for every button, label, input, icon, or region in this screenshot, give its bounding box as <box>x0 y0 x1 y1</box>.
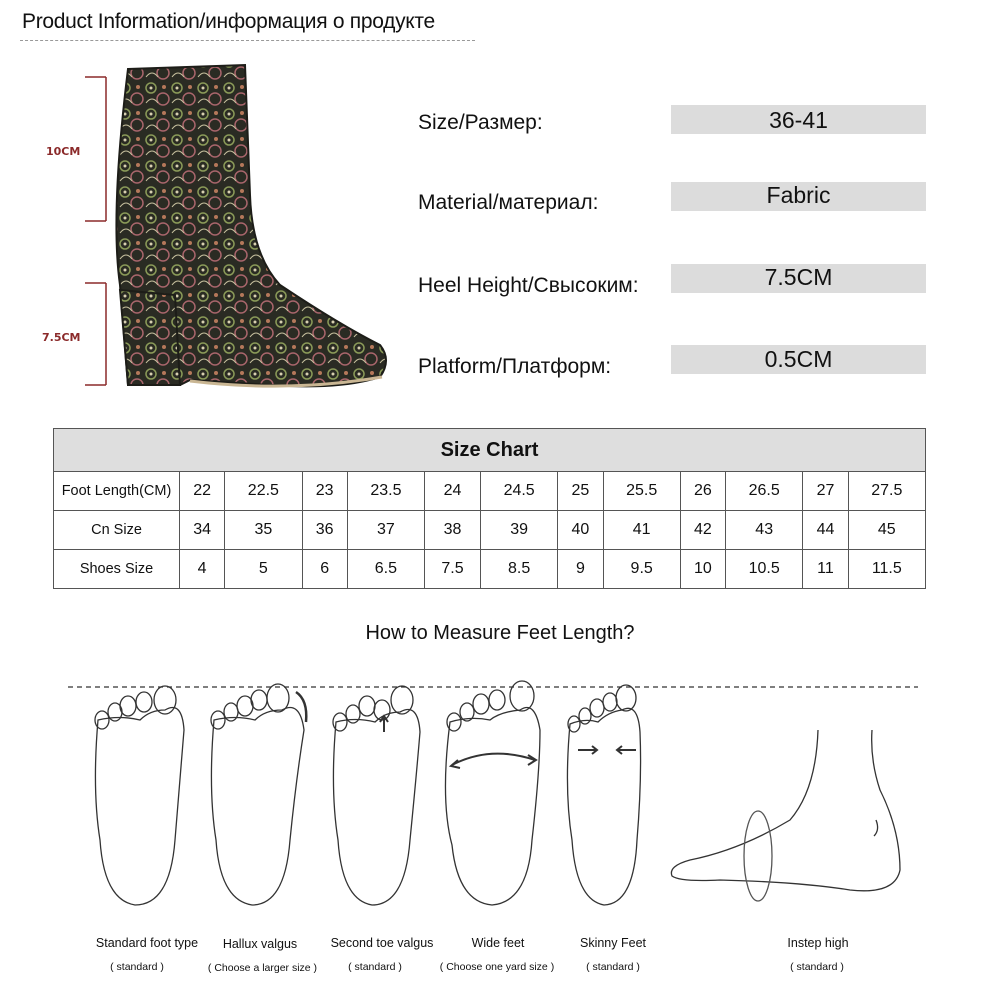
table-cell: 9.5 <box>603 550 680 589</box>
table-cell: 7.5 <box>425 550 481 589</box>
table-cell: 11 <box>803 550 848 589</box>
table-row-foot-length <box>54 472 926 511</box>
spec-value-platform: 0.5CM <box>764 346 833 372</box>
header-divider <box>20 40 475 41</box>
table-cell: 23.5 <box>347 472 424 511</box>
spec-label-material: Material/материал: <box>418 191 599 214</box>
boot-image <box>40 55 420 410</box>
table-cell: 6 <box>302 550 347 589</box>
foot-note-wide: ( Choose one yard size ) <box>439 961 555 973</box>
table-cell: 42 <box>680 511 725 550</box>
table-cell: 8.5 <box>480 550 557 589</box>
spec-label-platform: Platform/Платформ: <box>418 355 612 378</box>
table-cell: 4 <box>180 550 225 589</box>
shaft-bracket <box>85 77 106 221</box>
spec-label-size: Size/Размер: <box>418 111 543 134</box>
foot-note-instep: ( standard ) <box>790 961 844 973</box>
table-cell: 5 <box>225 550 302 589</box>
table-cell: 11.5 <box>848 550 925 589</box>
feet-illustrations <box>0 670 1000 920</box>
table-cell: 10 <box>680 550 725 589</box>
second-toe-valgus-foot-icon <box>333 686 420 905</box>
table-cell: 25.5 <box>603 472 680 511</box>
spec-value-size: 36-41 <box>769 107 828 133</box>
foot-label-standard: Standard foot type <box>95 936 199 950</box>
foot-note-standard: ( standard ) <box>110 961 164 973</box>
table-cell: 24 <box>425 472 481 511</box>
foot-label-wide: Wide feet <box>471 936 525 950</box>
table-row-shoes-size <box>54 550 926 589</box>
table-cell: 24.5 <box>480 472 557 511</box>
measure-title: How to Measure Feet Length? <box>365 622 635 644</box>
shaft-height-label: 10CM <box>46 145 81 158</box>
foot-label-skinny: Skinny Feet <box>579 936 646 950</box>
heel-height-label: 7.5CM <box>42 331 81 344</box>
table-cell: 22.5 <box>225 472 302 511</box>
skinny-feet-foot-icon <box>567 685 640 905</box>
table-cell: 26 <box>680 472 725 511</box>
instep-high-foot-icon <box>671 730 900 901</box>
table-cell: 23 <box>302 472 347 511</box>
table-row-cn-size <box>54 511 926 550</box>
spec-label-heel-height: Heel Height/Свысоким: <box>418 274 639 297</box>
hallux-valgus-foot-icon <box>211 684 306 905</box>
boot-illustration <box>40 55 420 410</box>
table-cell: 34 <box>180 511 225 550</box>
page-title: Product Information/информация о продукте <box>22 10 435 33</box>
foot-label-instep: Instep high <box>787 936 849 950</box>
size-chart-table <box>53 428 926 589</box>
table-cell: 10.5 <box>726 550 803 589</box>
foot-note-hallux: ( Choose a larger size ) <box>207 962 318 974</box>
table-cell: 27.5 <box>848 472 925 511</box>
size-chart-title: Size Chart <box>54 429 926 472</box>
wide-feet-foot-icon <box>445 681 540 905</box>
foot-label-second-toe: Second toe valgus <box>330 936 434 950</box>
table-cell: 39 <box>480 511 557 550</box>
table-cell: 6.5 <box>347 550 424 589</box>
table-cell: 35 <box>225 511 302 550</box>
foot-note-skinny: ( standard ) <box>586 961 640 973</box>
table-cell: 41 <box>603 511 680 550</box>
table-cell: 45 <box>848 511 925 550</box>
table-cell: 27 <box>803 472 848 511</box>
table-cell: 22 <box>180 472 225 511</box>
foot-note-second-toe: ( standard ) <box>348 961 402 973</box>
table-cell: 26.5 <box>726 472 803 511</box>
table-cell: 40 <box>558 511 603 550</box>
row-header: Foot Length(CM) <box>54 472 180 511</box>
row-header: Cn Size <box>54 511 180 550</box>
table-cell: 36 <box>302 511 347 550</box>
heel-block <box>120 290 180 385</box>
row-header: Shoes Size <box>54 550 180 589</box>
table-cell: 9 <box>558 550 603 589</box>
spec-value-heel-height: 7.5CM <box>764 264 833 290</box>
table-cell: 44 <box>803 511 848 550</box>
spec-value-material: Fabric <box>766 182 831 208</box>
heel-bracket <box>85 283 106 385</box>
foot-label-hallux: Hallux valgus <box>222 937 298 951</box>
table-cell: 38 <box>425 511 481 550</box>
standard-foot-icon <box>95 686 184 905</box>
table-cell: 43 <box>726 511 803 550</box>
table-cell: 25 <box>558 472 603 511</box>
table-cell: 37 <box>347 511 424 550</box>
